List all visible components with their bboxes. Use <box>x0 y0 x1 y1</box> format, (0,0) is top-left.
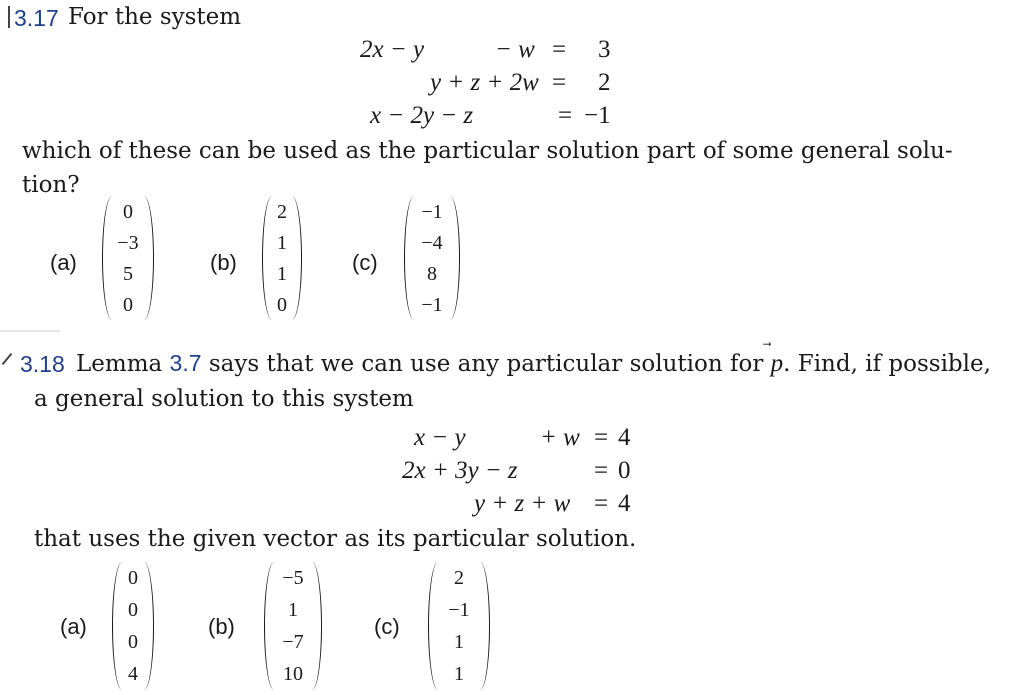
right-paren <box>291 196 302 320</box>
vector-entry: −3 <box>117 231 139 254</box>
vector-entry: −7 <box>282 631 304 653</box>
vector-entry: 0 <box>128 631 138 653</box>
vector-entry: 0 <box>123 200 133 223</box>
vector-entry: −1 <box>421 200 443 223</box>
option-label-a: (a) <box>60 614 87 639</box>
vector-entry: 1 <box>454 663 464 685</box>
equation-term: 2x + 3y − z <box>402 457 518 484</box>
vector-entry: −5 <box>282 567 304 589</box>
option-label-b: (b) <box>210 250 237 275</box>
right-paren <box>143 562 154 690</box>
vector-entry: 1 <box>454 631 464 653</box>
vector-entry: 4 <box>128 663 138 685</box>
option-vector-a <box>112 562 154 690</box>
left-paren <box>428 562 439 690</box>
vector-entry: −1 <box>448 599 470 621</box>
exercise-line-2: a general solution to this system <box>34 386 414 412</box>
vector-entry: 0 <box>277 293 287 316</box>
vector-entry: 0 <box>123 293 133 316</box>
vector-entry: 1 <box>277 231 287 254</box>
equals-sign: = <box>552 69 567 96</box>
right-paren <box>449 196 460 320</box>
vector-entry: 5 <box>123 262 133 285</box>
equals-sign: = <box>594 424 609 451</box>
vector-entry: 1 <box>288 599 298 621</box>
option-label-c: (c) <box>374 614 400 639</box>
left-paren <box>404 196 415 320</box>
left-paren <box>112 562 123 690</box>
equation-term: 2x − y <box>360 36 425 63</box>
lemma-word: Lemma <box>76 351 163 377</box>
vector-entry: 8 <box>427 262 437 285</box>
equation-rhs: 4 <box>618 490 631 517</box>
equation-term: x − 2y − z <box>370 102 474 129</box>
vector-entry: 1 <box>277 262 287 285</box>
equation-term: y + z + w <box>474 490 571 517</box>
left-paren <box>264 562 275 690</box>
equation-rhs: 0 <box>618 457 631 484</box>
left-paren <box>102 196 113 320</box>
equation-rhs: 2 <box>598 69 611 96</box>
margin-mark <box>8 6 10 28</box>
option-label-b: (b) <box>208 614 235 639</box>
equation-term: + w <box>540 424 580 451</box>
vector-entry: −1 <box>421 293 443 316</box>
option-vector-c <box>404 196 460 320</box>
exercise-number: 3.17 <box>14 5 59 31</box>
exercise-line-3: that uses the given vector as its particular solution. <box>34 526 637 552</box>
equals-sign: = <box>558 102 573 129</box>
line-text: says that we can use any particular solution for <box>208 351 764 377</box>
vector-entry: 10 <box>283 663 303 685</box>
vector-entry: 2 <box>277 200 287 223</box>
exercise-line-1 <box>76 350 991 378</box>
equation-rhs: 3 <box>598 36 611 63</box>
option-vector-b <box>262 196 302 320</box>
question-text: tion? <box>22 172 80 198</box>
left-paren <box>262 196 273 320</box>
exercise-number: 3.18 <box>20 351 65 377</box>
option-vector-a <box>102 196 154 320</box>
option-label-a: (a) <box>50 250 77 275</box>
equation-term: − w <box>495 36 535 63</box>
exercise-intro: For the system <box>68 4 242 30</box>
vector-entry: −4 <box>421 231 443 254</box>
equation-rhs: 4 <box>618 424 631 451</box>
equals-sign: = <box>594 457 609 484</box>
vector-entry: 2 <box>454 567 464 589</box>
option-vector-b <box>264 562 322 690</box>
margin-mark <box>2 353 13 365</box>
right-paren <box>143 196 154 320</box>
equation-term: x − y <box>414 424 466 451</box>
equals-sign: = <box>552 36 567 63</box>
separator-line <box>0 330 60 332</box>
question-text: which of these can be used as the particular solution part of some general solu- <box>22 138 953 164</box>
lemma-reference-link[interactable]: 3.7 <box>169 350 202 376</box>
equation-term: y + z + 2w <box>430 69 539 96</box>
equals-sign: = <box>594 490 609 517</box>
vector-entry: 0 <box>128 567 138 589</box>
option-vector-c <box>428 562 490 690</box>
option-label-c: (c) <box>352 250 378 275</box>
right-paren <box>311 562 322 690</box>
vector-p: p <box>770 350 784 377</box>
equation-rhs: −1 <box>584 102 611 129</box>
line-text: . Find, if possible, <box>783 351 991 377</box>
right-paren <box>479 562 490 690</box>
vector-entry: 0 <box>128 599 138 621</box>
